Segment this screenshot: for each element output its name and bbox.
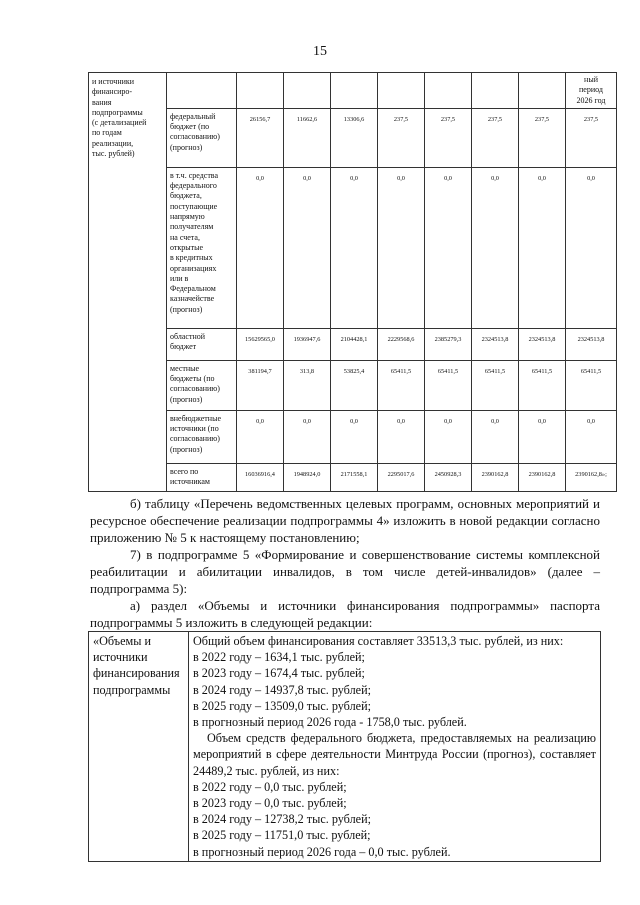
header-cell [167, 73, 237, 109]
value-cell: 0,0 [472, 167, 519, 328]
source-cell [167, 167, 237, 328]
passport-label-line: источники [93, 650, 148, 665]
value-cell: 15629565,0 [237, 328, 284, 360]
source-line: внебюджетные [170, 413, 221, 423]
passport-line: в прогнозный период 2026 года - 1758,0 тыс. рублей. [193, 715, 467, 730]
value-cell: 2385279,3 [425, 328, 472, 360]
value-cell: 0,0 [519, 410, 566, 463]
source-cell [167, 108, 237, 167]
value-cell: 65411,5 [519, 360, 566, 410]
table-row [89, 360, 617, 410]
header-line: период [579, 85, 603, 95]
source-line: или в [170, 273, 189, 283]
source-line: федерального [170, 181, 217, 191]
table-row [89, 108, 617, 167]
financing-table [88, 72, 617, 492]
passport-line: в прогнозный период 2026 года – 0,0 тыс. рублей. [193, 844, 451, 859]
financing-label-line: подпрограммы [92, 107, 143, 117]
paragraph-a: а) раздел «Объемы и источники финансирования подпрограммы» паспорта подпрограммы 5 изложить в следующей редакции: [90, 598, 600, 630]
passport-federal-paragraph: Объем средств федерального бюджета, предоставляемых на реализацию мероприятий в сфере деятельности Минтруда России (прогноз), составляет 24489,2 тыс. рублей, из них: [193, 731, 596, 778]
table-row [89, 410, 617, 463]
value-cell: 16036916,4 [237, 463, 284, 491]
passport-line: в 2023 году – 0,0 тыс. рублей; [193, 796, 347, 811]
header-cell [331, 73, 378, 109]
source-line: местные [170, 363, 200, 373]
value-cell: 26156,7 [237, 108, 284, 167]
value-cell: 11662,6 [284, 108, 331, 167]
header-cell [519, 73, 566, 109]
value-cell: 2324513,8 [472, 328, 519, 360]
value-cell: 237,5 [566, 108, 617, 167]
value-cell: 0,0 [237, 410, 284, 463]
value-cell: 237,5 [519, 108, 566, 167]
financing-label-line: реализации, [92, 138, 134, 148]
value-cell: 2390162,8»; [566, 463, 617, 491]
financing-label-line: по годам [92, 128, 122, 138]
financing-label-line: вания [92, 97, 112, 107]
source-line: бюджет (по [170, 122, 210, 132]
header-cell [472, 73, 519, 109]
source-line: всего по [170, 466, 199, 476]
source-line: согласованию) [170, 384, 220, 394]
value-cell: 0,0 [331, 410, 378, 463]
source-cell [167, 410, 237, 463]
source-line: источникам [170, 477, 210, 487]
value-cell: 0,0 [378, 167, 425, 328]
passport-label-line: финансирования [93, 666, 180, 681]
header-cell [284, 73, 331, 109]
table-row [89, 328, 617, 360]
table-row [89, 463, 617, 491]
header-cell [425, 73, 472, 109]
financing-label-line: тыс. рублей) [92, 149, 135, 159]
source-line: (прогноз) [170, 304, 203, 314]
paragraph-b: б) таблицу «Перечень ведомственных целевых программ, основных мероприятий и ресурсное обеспечение реализации подпрограммы 4» изложить в новой редакции согласно приложению № 5 к настоящему постановлению; [90, 496, 600, 545]
passport-line: в 2024 году – 12738,2 тыс. рублей; [193, 812, 371, 827]
value-cell: 2390162,8 [472, 463, 519, 491]
source-line: источники (по [170, 424, 219, 434]
source-line: открытые [170, 242, 204, 252]
source-line: на счета, [170, 232, 200, 242]
header-cell-forecast [566, 73, 617, 109]
source-line: поступающие [170, 201, 218, 211]
value-cell: 2229568,6 [378, 328, 425, 360]
value-cell: 13306,6 [331, 108, 378, 167]
source-line: в т.ч. средства [170, 170, 219, 180]
source-line: областной [170, 331, 206, 341]
passport-line: Общий объем финансирования составляет 33513,3 тыс. рублей, из них: [193, 634, 564, 648]
source-line: казначействе [170, 294, 215, 304]
passport-line: в 2025 году – 13509,0 тыс. рублей; [193, 698, 371, 713]
source-line: Федеральном [170, 284, 216, 294]
passport-content-cell [189, 632, 601, 862]
source-cell [167, 360, 237, 410]
source-line: согласованию) [170, 132, 220, 142]
passport-label-line: «Объемы и [93, 634, 151, 648]
source-line: организациях [170, 263, 217, 273]
value-cell: 0,0 [237, 167, 284, 328]
source-line: согласованию) [170, 434, 220, 444]
value-cell: 381194,7 [237, 360, 284, 410]
value-cell: 0,0 [284, 167, 331, 328]
header-cell [378, 73, 425, 109]
value-cell: 0,0 [566, 410, 617, 463]
page-number: 15 [313, 44, 327, 59]
passport-line: в 2024 году – 14937,8 тыс. рублей; [193, 682, 371, 697]
passport-label-line: подпрограммы [93, 682, 171, 697]
paragraph-7: 7) в подпрограмме 5 «Формирование и совершенствование системы комплексной реабилитации и абилитации инвалидов, в том числе детей-инвалидов» (далее – подпрограмма 5): [90, 547, 600, 596]
financing-label-line: (с детализацией [92, 118, 147, 128]
source-line: (прогноз) [170, 444, 203, 454]
source-line: в кредитных [170, 253, 213, 263]
header-line: ный [584, 75, 598, 84]
value-cell: 0,0 [566, 167, 617, 328]
value-cell: 0,0 [472, 410, 519, 463]
financing-label-line: финансиро- [92, 87, 133, 97]
value-cell: 1936947,6 [284, 328, 331, 360]
value-cell: 0,0 [425, 167, 472, 328]
source-line: получателям [170, 222, 214, 232]
value-cell: 0,0 [284, 410, 331, 463]
value-cell: 2390162,8 [519, 463, 566, 491]
passport-label-cell [89, 632, 189, 862]
source-line: федеральный [170, 111, 216, 121]
value-cell: 53825,4 [331, 360, 378, 410]
passport-line: в 2022 году – 0,0 тыс. рублей; [193, 779, 347, 794]
header-line: 2026 год [576, 95, 606, 105]
financing-label-cell [89, 73, 167, 492]
source-line: бюджета, [170, 191, 202, 201]
value-cell: 0,0 [519, 167, 566, 328]
value-cell: 65411,5 [472, 360, 519, 410]
source-line: бюджет [170, 342, 197, 352]
value-cell: 0,0 [331, 167, 378, 328]
header-cell [237, 73, 284, 109]
value-cell: 1948924,0 [284, 463, 331, 491]
value-cell: 237,5 [425, 108, 472, 167]
value-cell: 65411,5 [566, 360, 617, 410]
passport-line: в 2022 году – 1634,1 тыс. рублей; [193, 650, 365, 665]
source-cell [167, 463, 237, 491]
value-cell: 237,5 [472, 108, 519, 167]
table-row [89, 167, 617, 328]
value-cell: 2295017,6 [378, 463, 425, 491]
value-cell: 65411,5 [425, 360, 472, 410]
passport-table [88, 631, 601, 862]
source-line: бюджеты (по [170, 374, 215, 384]
value-cell: 2104428,1 [331, 328, 378, 360]
value-cell: 237,5 [378, 108, 425, 167]
value-cell: 0,0 [425, 410, 472, 463]
value-cell: 2171558,1 [331, 463, 378, 491]
passport-line: в 2023 году – 1674,4 тыс. рублей; [193, 666, 365, 681]
value-cell: 2324513,8 [566, 328, 617, 360]
source-line: напрямую [170, 212, 205, 222]
value-cell: 313,8 [284, 360, 331, 410]
value-cell: 0,0 [378, 410, 425, 463]
source-line: (прогноз) [170, 394, 203, 404]
source-line: (прогноз) [170, 142, 203, 152]
value-cell: 2324513,8 [519, 328, 566, 360]
passport-line: в 2025 году – 11751,0 тыс. рублей; [193, 828, 371, 843]
value-cell: 2450928,3 [425, 463, 472, 491]
value-cell: 65411,5 [378, 360, 425, 410]
financing-label-line: и источники [92, 77, 135, 86]
source-cell [167, 328, 237, 360]
